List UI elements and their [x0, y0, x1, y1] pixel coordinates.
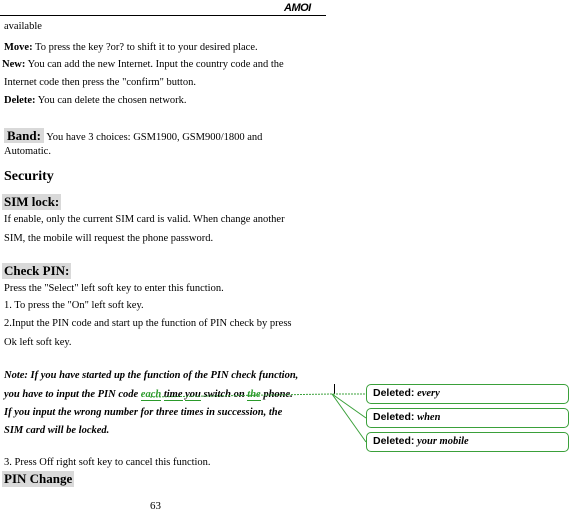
- step-3-line: 3. Press Off right soft key to cancel this function.: [4, 457, 211, 468]
- note-line-4: SIM card will be locked.: [4, 425, 110, 436]
- revision-balloon[interactable]: Deleted: every: [366, 384, 569, 404]
- text-available: available: [4, 21, 42, 32]
- revision-balloon[interactable]: Deleted: your mobile: [366, 432, 569, 452]
- move-text: To press the key ?or? to shift it to your desired place.: [32, 42, 258, 53]
- note-line-2: you have to input the PIN code each time you switch on the phone.: [4, 389, 293, 400]
- security-title: Security: [4, 169, 54, 184]
- brand-logo: AMOI: [284, 2, 311, 14]
- connector-when: [332, 394, 366, 418]
- pin-change-title: PIN Change: [4, 471, 73, 486]
- move-label: Move:: [4, 42, 33, 53]
- check-pin-line-1: Press the "Select" left soft key to enter this function.: [4, 283, 224, 294]
- insert-time: time: [163, 389, 183, 400]
- insert-you: you: [185, 389, 201, 400]
- check-pin-title: Check PIN:: [4, 263, 70, 278]
- band-text: You have 3 choices: GSM1900, GSM900/1800 and: [43, 132, 263, 143]
- delete-label: Delete:: [4, 95, 36, 106]
- revision-balloon[interactable]: Deleted: when: [366, 408, 569, 428]
- band-line-2: Automatic.: [4, 146, 51, 157]
- sim-lock-line-1: If enable, only the current SIM card is valid. When change another: [4, 214, 285, 225]
- check-pin-line-4: Ok left soft key.: [4, 337, 72, 348]
- sim-lock-title: SIM lock:: [4, 194, 60, 209]
- note-line-3: If you input the wrong number for three times in succession, the: [4, 407, 283, 418]
- new-label: New:: [2, 59, 26, 70]
- new-line-2: Internet code then press the "confirm" button.: [4, 77, 196, 88]
- note-line-1: Note: If you have started up the function of the PIN check function,: [4, 370, 299, 381]
- connector-your-mobile: [332, 394, 366, 442]
- delete-text: You can delete the chosen network.: [35, 95, 187, 106]
- insert-each: each: [140, 389, 162, 400]
- check-pin-line-2: 1. To press the "On" left soft key.: [4, 300, 144, 311]
- insert-the: the: [247, 389, 261, 400]
- new-text: You can add the new Internet. Input the country code and the: [25, 59, 284, 70]
- page-number: 63: [150, 500, 161, 512]
- sim-lock-line-2: SIM, the mobile will request the phone password.: [4, 233, 214, 244]
- band-label: Band:: [4, 128, 44, 143]
- check-pin-line-3: 2.Input the PIN code and start up the function of PIN check by press: [4, 318, 292, 329]
